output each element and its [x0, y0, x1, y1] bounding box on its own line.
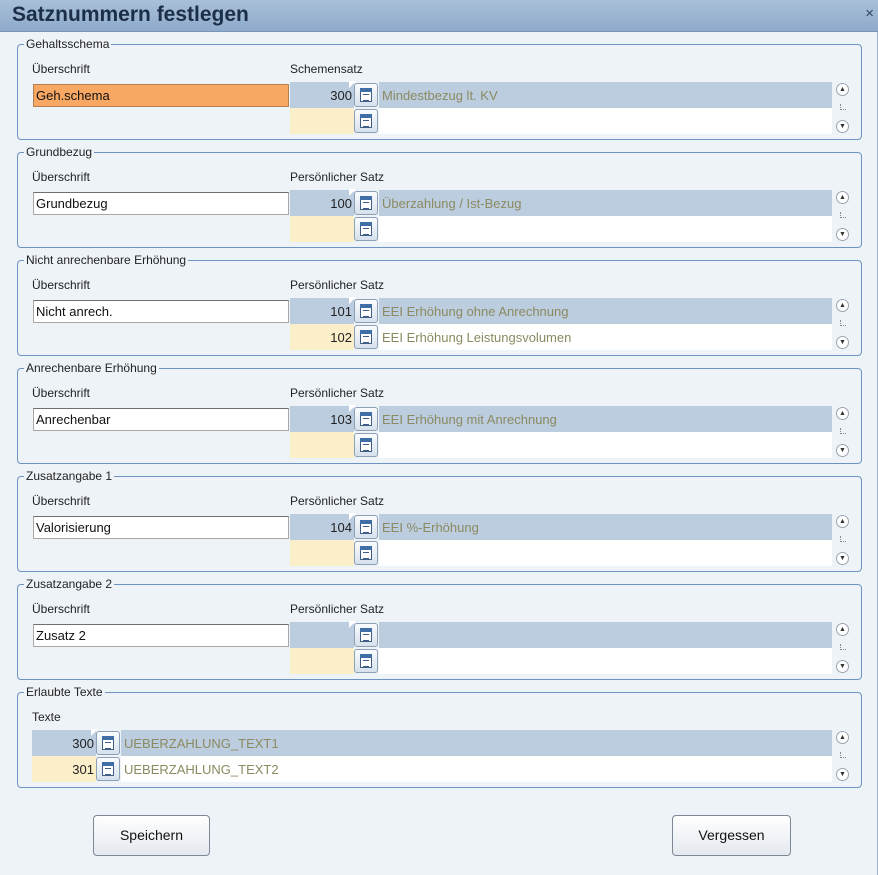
arrow-down-icon[interactable]: ▼	[836, 120, 849, 133]
lookup-button[interactable]	[354, 325, 378, 349]
row-description: Mindestbezug lt. KV	[379, 82, 832, 108]
rate-grid	[290, 514, 832, 566]
grid-scrollbar[interactable]	[834, 514, 852, 566]
row-number[interactable]: 300	[290, 82, 354, 108]
lookup-button[interactable]	[354, 515, 378, 539]
heading-label: Überschrift	[32, 62, 91, 76]
row-description: Überzahlung / Ist-Bezug	[379, 190, 832, 216]
row-description: UEBERZAHLUNG_TEXT2	[121, 756, 832, 782]
rate-grid	[290, 622, 832, 674]
dialog-content	[0, 32, 878, 875]
section-2	[17, 253, 862, 356]
heading-input[interactable]: Valorisierung	[33, 516, 289, 539]
scroll-track	[840, 428, 846, 434]
calendar-list-icon	[360, 196, 372, 210]
heading-label: Überschrift	[32, 170, 91, 184]
section-legend: Zusatzangabe 2	[26, 577, 113, 591]
calendar-list-icon	[360, 114, 372, 128]
section-legend: Grundbezug	[26, 145, 93, 159]
row-description	[379, 108, 832, 134]
arrow-down-icon[interactable]: ▼	[836, 660, 849, 673]
arrow-up-icon[interactable]: ▲	[836, 623, 849, 636]
arrow-up-icon[interactable]: ▲	[836, 731, 849, 744]
rate-label: Persönlicher Satz	[290, 170, 385, 184]
calendar-list-icon	[360, 546, 372, 560]
cancel-button[interactable]: Vergessen	[672, 815, 791, 856]
heading-label: Überschrift	[32, 602, 91, 616]
save-button[interactable]: Speichern	[93, 815, 210, 856]
title-bar	[0, 0, 878, 32]
lookup-button[interactable]	[96, 731, 120, 755]
calendar-list-icon	[360, 628, 372, 642]
grid-scrollbar[interactable]	[834, 406, 852, 458]
rate-grid	[290, 406, 832, 458]
texts-label: Texte	[32, 710, 61, 724]
grid-scrollbar[interactable]	[834, 82, 852, 134]
lookup-button[interactable]	[354, 541, 378, 565]
section-legend: Erlaubte Texte	[26, 685, 103, 699]
row-description: EEI %-Erhöhung	[379, 514, 832, 540]
lookup-button[interactable]	[354, 191, 378, 215]
section-4	[17, 469, 862, 572]
lookup-button[interactable]	[354, 83, 378, 107]
scroll-track	[840, 104, 846, 110]
arrow-down-icon[interactable]: ▼	[836, 444, 849, 457]
lookup-button[interactable]	[354, 109, 378, 133]
arrow-up-icon[interactable]: ▲	[836, 191, 849, 204]
section-1	[17, 145, 862, 248]
calendar-list-icon	[360, 222, 372, 236]
heading-input[interactable]: Anrechenbar	[33, 408, 289, 431]
arrow-up-icon[interactable]: ▲	[836, 515, 849, 528]
arrow-down-icon[interactable]: ▼	[836, 336, 849, 349]
texts-grid	[32, 730, 832, 782]
calendar-list-icon	[360, 654, 372, 668]
scroll-track	[840, 644, 846, 650]
window-title: Satznummern festlegen	[12, 3, 249, 26]
row-number[interactable]: 104	[290, 514, 354, 540]
scroll-track	[840, 536, 846, 542]
row-number[interactable]: 100	[290, 190, 354, 216]
heading-label: Überschrift	[32, 386, 91, 400]
row-number[interactable]	[290, 540, 354, 566]
heading-input[interactable]: Zusatz 2	[33, 624, 289, 647]
row-description: UEBERZAHLUNG_TEXT1	[121, 730, 832, 756]
calendar-list-icon	[360, 88, 372, 102]
heading-input[interactable]: Nicht anrech.	[33, 300, 289, 323]
section-legend: Gehaltsschema	[26, 37, 110, 51]
rate-grid	[290, 298, 832, 350]
lookup-button[interactable]	[96, 757, 120, 781]
grid-scrollbar[interactable]	[834, 730, 852, 782]
arrow-up-icon[interactable]: ▲	[836, 83, 849, 96]
calendar-list-icon	[102, 762, 114, 776]
row-description	[379, 622, 832, 648]
lookup-button[interactable]	[354, 217, 378, 241]
heading-input[interactable]: Grundbezug	[33, 192, 289, 215]
grid-scrollbar[interactable]	[834, 298, 852, 350]
row-number[interactable]	[290, 216, 354, 242]
calendar-list-icon	[102, 736, 114, 750]
rate-label: Persönlicher Satz	[290, 386, 385, 400]
calendar-list-icon	[360, 412, 372, 426]
rate-label: Persönlicher Satz	[290, 602, 385, 616]
rate-label: Schemensatz	[290, 62, 363, 76]
grid-scrollbar[interactable]	[834, 622, 852, 674]
row-description	[379, 648, 832, 674]
section-legend: Nicht anrechenbare Erhöhung	[26, 253, 187, 267]
row-number[interactable]: 102	[290, 324, 354, 350]
lookup-button[interactable]	[354, 623, 378, 647]
lookup-button[interactable]	[354, 407, 378, 431]
row-description: EEI Erhöhung ohne Anrechnung	[379, 298, 832, 324]
section-legend: Anrechenbare Erhöhung	[26, 361, 157, 375]
rate-label: Persönlicher Satz	[290, 278, 385, 292]
row-number[interactable]	[290, 648, 354, 674]
rate-label: Persönlicher Satz	[290, 494, 385, 508]
section-legend: Zusatzangabe 1	[26, 469, 113, 483]
row-description: EEI Erhöhung mit Anrechnung	[379, 406, 832, 432]
row-number[interactable]	[290, 622, 354, 648]
section-0	[17, 37, 862, 140]
arrow-down-icon[interactable]: ▼	[836, 768, 849, 781]
row-number[interactable]	[290, 432, 354, 458]
arrow-down-icon[interactable]: ▼	[836, 228, 849, 241]
arrow-down-icon[interactable]: ▼	[836, 552, 849, 565]
rate-grid	[290, 190, 832, 242]
lookup-button[interactable]	[354, 299, 378, 323]
heading-label: Überschrift	[32, 494, 91, 508]
heading-label: Überschrift	[32, 278, 91, 292]
scroll-track	[840, 752, 846, 758]
row-description: EEI Erhöhung Leistungsvolumen	[379, 324, 832, 350]
heading-input[interactable]: Geh.schema	[33, 84, 289, 107]
row-number[interactable]: 101	[290, 298, 354, 324]
row-number[interactable]: 103	[290, 406, 354, 432]
lookup-button[interactable]	[354, 433, 378, 457]
section-5	[17, 577, 862, 680]
close-icon[interactable]: ×	[865, 5, 874, 22]
calendar-list-icon	[360, 438, 372, 452]
row-description	[379, 540, 832, 566]
scroll-track	[840, 212, 846, 218]
row-number[interactable]: 301	[32, 756, 96, 782]
row-description	[379, 432, 832, 458]
calendar-list-icon	[360, 520, 372, 534]
section-3	[17, 361, 862, 464]
row-number[interactable]	[290, 108, 354, 134]
row-number[interactable]: 300	[32, 730, 96, 756]
lookup-button[interactable]	[354, 649, 378, 673]
scroll-track	[840, 320, 846, 326]
arrow-up-icon[interactable]: ▲	[836, 407, 849, 420]
row-description	[379, 216, 832, 242]
allowed-texts-section	[17, 685, 862, 788]
rate-grid	[290, 82, 832, 134]
calendar-list-icon	[360, 330, 372, 344]
calendar-list-icon	[360, 304, 372, 318]
grid-scrollbar[interactable]	[834, 190, 852, 242]
arrow-up-icon[interactable]: ▲	[836, 299, 849, 312]
